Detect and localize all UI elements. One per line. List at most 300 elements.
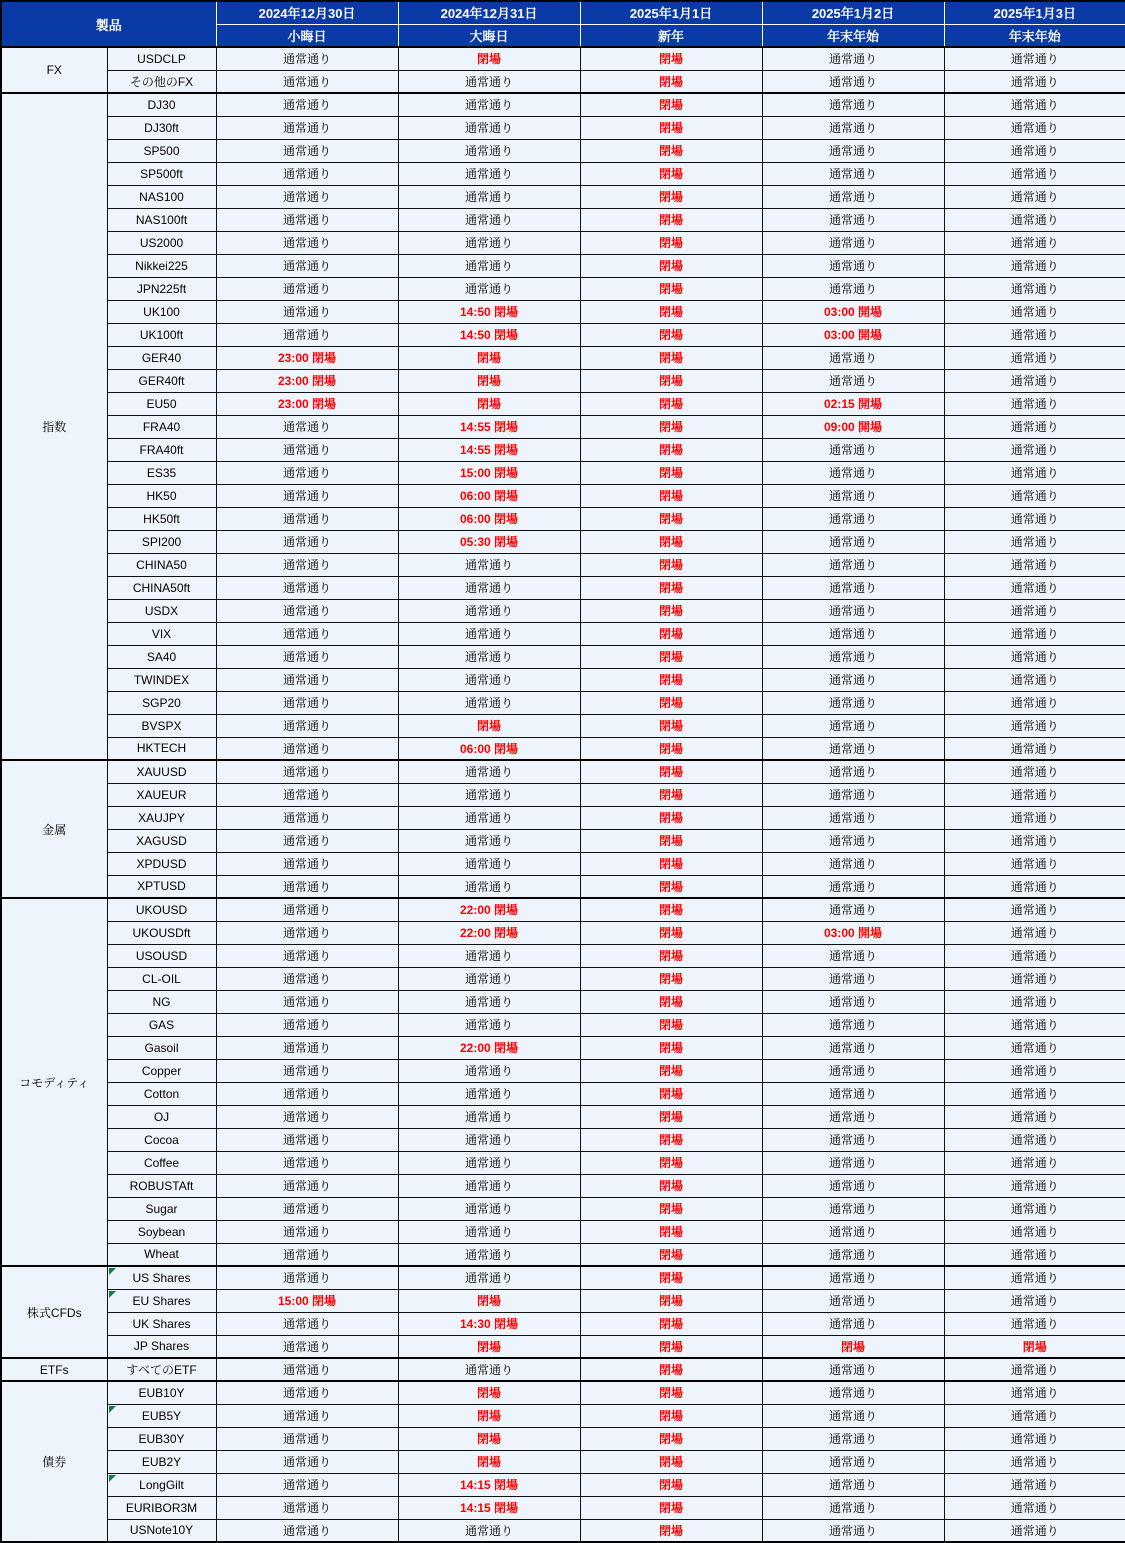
table-row — [1, 1128, 1125, 1151]
product-cell: JP Shares — [107, 1335, 216, 1358]
status-cell: 通常通り — [944, 1013, 1125, 1036]
status-cell: 通常通り — [944, 1220, 1125, 1243]
status-cell: 通常通り — [398, 185, 580, 208]
status-cell: 通常通り — [216, 1335, 398, 1358]
status-cell: 閉場 — [580, 47, 762, 70]
status-cell: 通常通り — [762, 484, 944, 507]
product-cell: EU Shares — [107, 1289, 216, 1312]
status-cell: 閉場 — [580, 921, 762, 944]
product-cell: NAS100ft — [107, 208, 216, 231]
status-cell: 通常通り — [762, 1404, 944, 1427]
status-cell: 通常通り — [944, 323, 1125, 346]
status-cell: 通常通り — [762, 1473, 944, 1496]
product-cell: LongGilt — [107, 1473, 216, 1496]
table-row — [1, 599, 1125, 622]
product-cell: USOUSD — [107, 944, 216, 967]
table-row — [1, 461, 1125, 484]
header-daylabel-cell: 小晦日 — [216, 24, 398, 47]
product-cell: Soybean — [107, 1220, 216, 1243]
product-cell: Copper — [107, 1059, 216, 1082]
category-cell: FX — [1, 47, 107, 93]
product-cell: GER40ft — [107, 369, 216, 392]
status-cell: 閉場 — [944, 1335, 1125, 1358]
product-cell: TWINDEX — [107, 668, 216, 691]
status-cell: 通常通り — [944, 254, 1125, 277]
status-cell: 通常通り — [216, 645, 398, 668]
status-cell: 通常通り — [944, 990, 1125, 1013]
status-cell: 閉場 — [580, 691, 762, 714]
status-cell: 通常通り — [944, 668, 1125, 691]
status-cell: 通常通り — [216, 1151, 398, 1174]
status-cell: 通常通り — [944, 714, 1125, 737]
header-date-cell: 2025年1月1日 — [580, 1, 762, 24]
status-cell: 閉場 — [580, 277, 762, 300]
status-cell: 通常通り — [398, 116, 580, 139]
status-cell: 閉場 — [580, 1450, 762, 1473]
table-row — [1, 530, 1125, 553]
status-cell: 通常通り — [762, 47, 944, 70]
status-cell: 通常通り — [762, 668, 944, 691]
status-cell: 通常通り — [216, 1450, 398, 1473]
status-cell: 閉場 — [580, 668, 762, 691]
status-cell: 通常通り — [216, 576, 398, 599]
table-row — [1, 1174, 1125, 1197]
status-cell: 閉場 — [398, 392, 580, 415]
table-row — [1, 231, 1125, 254]
status-cell: 閉場 — [580, 323, 762, 346]
category-cell: 債券 — [1, 1381, 107, 1542]
status-cell: 通常通り — [216, 1082, 398, 1105]
status-cell: 閉場 — [398, 1450, 580, 1473]
status-cell: 閉場 — [762, 1335, 944, 1358]
status-cell: 通常通り — [944, 875, 1125, 898]
status-cell: 通常通り — [762, 1381, 944, 1404]
status-cell: 閉場 — [580, 392, 762, 415]
status-cell: 通常通り — [944, 921, 1125, 944]
status-cell: 通常通り — [762, 1105, 944, 1128]
status-cell: 通常通り — [944, 139, 1125, 162]
table-row — [1, 645, 1125, 668]
product-cell: ES35 — [107, 461, 216, 484]
status-cell: 通常通り — [216, 1427, 398, 1450]
status-cell: 通常通り — [762, 1197, 944, 1220]
product-cell: SPI200 — [107, 530, 216, 553]
status-cell: 22:00 閉場 — [398, 898, 580, 921]
status-cell: 閉場 — [580, 1335, 762, 1358]
product-cell: Cocoa — [107, 1128, 216, 1151]
table-row — [1, 1335, 1125, 1358]
product-cell: UK Shares — [107, 1312, 216, 1335]
product-cell: EUB30Y — [107, 1427, 216, 1450]
product-cell: BVSPX — [107, 714, 216, 737]
status-cell: 閉場 — [580, 93, 762, 116]
table-body — [1, 47, 1125, 1542]
status-cell: 通常通り — [216, 438, 398, 461]
status-cell: 閉場 — [580, 783, 762, 806]
table-row — [1, 1013, 1125, 1036]
table-row — [1, 921, 1125, 944]
status-cell: 通常通り — [216, 70, 398, 93]
product-cell: NG — [107, 990, 216, 1013]
table-row — [1, 1381, 1125, 1404]
status-cell: 通常通り — [944, 1381, 1125, 1404]
status-cell: 05:30 閉場 — [398, 530, 580, 553]
status-cell: 通常通り — [216, 47, 398, 70]
status-cell: 通常通り — [398, 668, 580, 691]
status-cell: 通常通り — [762, 714, 944, 737]
product-cell: FRA40 — [107, 415, 216, 438]
status-cell: 閉場 — [580, 1358, 762, 1381]
status-cell: 通常通り — [398, 599, 580, 622]
category-cell: ETFs — [1, 1358, 107, 1381]
status-cell: 閉場 — [580, 461, 762, 484]
status-cell: 通常通り — [216, 783, 398, 806]
status-cell: 通常通り — [944, 1450, 1125, 1473]
status-cell: 通常通り — [398, 990, 580, 1013]
status-cell: 通常通り — [216, 622, 398, 645]
status-cell: 閉場 — [580, 1220, 762, 1243]
table-row — [1, 1266, 1125, 1289]
status-cell: 閉場 — [580, 231, 762, 254]
status-cell: 通常通り — [762, 967, 944, 990]
comment-marker-icon — [109, 1268, 116, 1275]
status-cell: 通常通り — [762, 507, 944, 530]
status-cell: 閉場 — [580, 737, 762, 760]
product-cell: SP500 — [107, 139, 216, 162]
status-cell: 閉場 — [580, 1036, 762, 1059]
status-cell: 閉場 — [580, 1151, 762, 1174]
status-cell: 通常通り — [944, 484, 1125, 507]
status-cell: 通常通り — [216, 530, 398, 553]
status-cell: 通常通り — [216, 139, 398, 162]
status-cell: 通常通り — [944, 576, 1125, 599]
status-cell: 通常通り — [762, 1312, 944, 1335]
status-cell: 通常通り — [216, 714, 398, 737]
status-cell: 通常通り — [944, 93, 1125, 116]
product-cell: HKTECH — [107, 737, 216, 760]
status-cell: 通常通り — [398, 944, 580, 967]
status-cell: 閉場 — [580, 1082, 762, 1105]
status-cell: 通常通り — [216, 1266, 398, 1289]
table-row — [1, 1036, 1125, 1059]
status-cell: 通常通り — [944, 70, 1125, 93]
table-row — [1, 944, 1125, 967]
status-cell: 通常通り — [216, 1312, 398, 1335]
status-cell: 通常通り — [944, 231, 1125, 254]
product-cell: EUB5Y — [107, 1404, 216, 1427]
status-cell: 通常通り — [944, 116, 1125, 139]
status-cell: 通常通り — [944, 1036, 1125, 1059]
status-cell: 通常通り — [762, 760, 944, 783]
table-row — [1, 852, 1125, 875]
table-row — [1, 1082, 1125, 1105]
product-cell: GAS — [107, 1013, 216, 1036]
status-cell: 通常通り — [398, 1151, 580, 1174]
table-row — [1, 484, 1125, 507]
status-cell: 通常通り — [216, 185, 398, 208]
status-cell: 閉場 — [580, 622, 762, 645]
status-cell: 15:00 閉場 — [398, 461, 580, 484]
product-cell: EU50 — [107, 392, 216, 415]
status-cell: 通常通り — [944, 415, 1125, 438]
product-cell: Nikkei225 — [107, 254, 216, 277]
product-cell: Coffee — [107, 1151, 216, 1174]
status-cell: 03:00 開場 — [762, 921, 944, 944]
status-cell: 通常通り — [216, 668, 398, 691]
status-cell: 通常通り — [398, 1013, 580, 1036]
status-cell: 通常通り — [944, 346, 1125, 369]
status-cell: 閉場 — [580, 1266, 762, 1289]
status-cell: 閉場 — [580, 116, 762, 139]
status-cell: 閉場 — [580, 1427, 762, 1450]
status-cell: 閉場 — [580, 415, 762, 438]
status-cell: 通常通り — [398, 208, 580, 231]
table-row — [1, 990, 1125, 1013]
status-cell: 通常通り — [398, 576, 580, 599]
status-cell: 通常通り — [762, 1450, 944, 1473]
status-cell: 通常通り — [944, 737, 1125, 760]
status-cell: 閉場 — [580, 208, 762, 231]
status-cell: 閉場 — [580, 645, 762, 668]
status-cell: 通常通り — [762, 875, 944, 898]
status-cell: 通常通り — [216, 1105, 398, 1128]
status-cell: 通常通り — [762, 622, 944, 645]
status-cell: 閉場 — [580, 1473, 762, 1496]
product-cell: その他のFX — [107, 70, 216, 93]
table-row — [1, 967, 1125, 990]
status-cell: 通常通り — [216, 93, 398, 116]
status-cell: 通常通り — [216, 1036, 398, 1059]
status-cell: 通常通り — [762, 346, 944, 369]
product-cell: Cotton — [107, 1082, 216, 1105]
status-cell: 通常通り — [216, 254, 398, 277]
status-cell: 通常通り — [762, 530, 944, 553]
status-cell: 通常通り — [398, 1220, 580, 1243]
status-cell: 通常通り — [216, 1496, 398, 1519]
table-row — [1, 1519, 1125, 1542]
status-cell: 通常通り — [944, 1358, 1125, 1381]
table-row — [1, 668, 1125, 691]
status-cell: 通常通り — [762, 1427, 944, 1450]
status-cell: 閉場 — [580, 185, 762, 208]
status-cell: 通常通り — [944, 530, 1125, 553]
table-row — [1, 1220, 1125, 1243]
status-cell: 閉場 — [580, 70, 762, 93]
status-cell: 閉場 — [580, 369, 762, 392]
table-row — [1, 1197, 1125, 1220]
status-cell: 14:55 閉場 — [398, 415, 580, 438]
table-row — [1, 1243, 1125, 1266]
table-row — [1, 898, 1125, 921]
status-cell: 通常通り — [216, 1519, 398, 1542]
table-row — [1, 760, 1125, 783]
status-cell: 通常通り — [216, 162, 398, 185]
product-cell: HK50ft — [107, 507, 216, 530]
status-cell: 通常通り — [216, 1243, 398, 1266]
status-cell: 通常通り — [216, 921, 398, 944]
product-cell: EURIBOR3M — [107, 1496, 216, 1519]
status-cell: 15:00 閉場 — [216, 1289, 398, 1312]
status-cell: 通常通り — [944, 1289, 1125, 1312]
status-cell: 通常通り — [216, 415, 398, 438]
header-date-cell: 2025年1月2日 — [762, 1, 944, 24]
table-row — [1, 576, 1125, 599]
status-cell: 通常通り — [398, 1243, 580, 1266]
status-cell: 通常通り — [762, 1289, 944, 1312]
status-cell: 14:15 閉場 — [398, 1496, 580, 1519]
table-row — [1, 70, 1125, 93]
status-cell: 通常通り — [762, 162, 944, 185]
header-daylabel-cell: 年末年始 — [944, 24, 1125, 47]
status-cell: 通常通り — [216, 944, 398, 967]
status-cell: 通常通り — [398, 645, 580, 668]
status-cell: 09:00 開場 — [762, 415, 944, 438]
status-cell: 通常通り — [944, 369, 1125, 392]
status-cell: 通常通り — [216, 1059, 398, 1082]
status-cell: 通常通り — [762, 599, 944, 622]
status-cell: 閉場 — [580, 1312, 762, 1335]
status-cell: 閉場 — [580, 829, 762, 852]
status-cell: 閉場 — [580, 254, 762, 277]
status-cell: 通常通り — [944, 898, 1125, 921]
status-cell: 02:15 開場 — [762, 392, 944, 415]
status-cell: 通常通り — [762, 1151, 944, 1174]
status-cell: 通常通り — [216, 898, 398, 921]
status-cell: 通常通り — [398, 70, 580, 93]
status-cell: 通常通り — [762, 944, 944, 967]
product-cell: SP500ft — [107, 162, 216, 185]
status-cell: 通常通り — [762, 691, 944, 714]
header-date-cell: 2024年12月30日 — [216, 1, 398, 24]
status-cell: 通常通り — [762, 70, 944, 93]
table-row — [1, 806, 1125, 829]
table-row — [1, 1450, 1125, 1473]
status-cell: 通常通り — [944, 1243, 1125, 1266]
table-row — [1, 829, 1125, 852]
table-row — [1, 162, 1125, 185]
status-cell: 通常通り — [944, 760, 1125, 783]
status-cell: 通常通り — [944, 783, 1125, 806]
status-cell: 通常通り — [398, 1174, 580, 1197]
status-cell: 通常通り — [944, 1496, 1125, 1519]
status-cell: 通常通り — [216, 1197, 398, 1220]
status-cell: 通常通り — [398, 829, 580, 852]
table-header — [1, 1, 1125, 47]
table-row — [1, 1059, 1125, 1082]
table-row — [1, 1358, 1125, 1381]
status-cell: 通常通り — [216, 323, 398, 346]
product-cell: DJ30ft — [107, 116, 216, 139]
table-row — [1, 1496, 1125, 1519]
status-cell: 通常通り — [762, 1358, 944, 1381]
status-cell: 通常通り — [216, 277, 398, 300]
status-cell: 閉場 — [398, 714, 580, 737]
status-cell: 通常通り — [762, 990, 944, 1013]
table-row — [1, 622, 1125, 645]
status-cell: 通常通り — [944, 208, 1125, 231]
status-cell: 閉場 — [580, 1519, 762, 1542]
status-cell: 閉場 — [580, 553, 762, 576]
status-cell: 通常通り — [762, 852, 944, 875]
status-cell: 通常通り — [762, 254, 944, 277]
status-cell: 閉場 — [580, 967, 762, 990]
status-cell: 通常通り — [944, 277, 1125, 300]
table-row — [1, 93, 1125, 116]
status-cell: 閉場 — [580, 714, 762, 737]
status-cell: 閉場 — [580, 1289, 762, 1312]
status-cell: 通常通り — [398, 1197, 580, 1220]
status-cell: 閉場 — [398, 1289, 580, 1312]
status-cell: 通常通り — [216, 1128, 398, 1151]
status-cell: 閉場 — [580, 346, 762, 369]
product-cell: CL-OIL — [107, 967, 216, 990]
status-cell: 通常通り — [216, 1381, 398, 1404]
product-cell: DJ30 — [107, 93, 216, 116]
status-cell: 通常通り — [944, 162, 1125, 185]
status-cell: 06:00 閉場 — [398, 484, 580, 507]
status-cell: 通常通り — [762, 1243, 944, 1266]
status-cell: 通常通り — [944, 1312, 1125, 1335]
status-cell: 通常通り — [944, 553, 1125, 576]
category-cell: 指数 — [1, 93, 107, 760]
product-cell: USNote10Y — [107, 1519, 216, 1542]
product-cell: SA40 — [107, 645, 216, 668]
product-cell: UK100ft — [107, 323, 216, 346]
status-cell: 通常通り — [944, 1427, 1125, 1450]
status-cell: 閉場 — [398, 1404, 580, 1427]
status-cell: 閉場 — [580, 162, 762, 185]
status-cell: 通常通り — [398, 93, 580, 116]
status-cell: 閉場 — [580, 139, 762, 162]
status-cell: 通常通り — [762, 1266, 944, 1289]
product-cell: JPN225ft — [107, 277, 216, 300]
status-cell: 閉場 — [580, 300, 762, 323]
product-cell: XAUUSD — [107, 760, 216, 783]
status-cell: 通常通り — [944, 185, 1125, 208]
status-cell: 通常通り — [944, 852, 1125, 875]
table-row — [1, 507, 1125, 530]
status-cell: 通常通り — [762, 1174, 944, 1197]
status-cell: 閉場 — [580, 1496, 762, 1519]
status-cell: 通常通り — [944, 1174, 1125, 1197]
status-cell: 通常通り — [944, 507, 1125, 530]
status-cell: 通常通り — [762, 576, 944, 599]
status-cell: 閉場 — [398, 369, 580, 392]
status-cell: 通常通り — [398, 139, 580, 162]
product-cell: ROBUSTAft — [107, 1174, 216, 1197]
status-cell: 通常通り — [398, 162, 580, 185]
status-cell: 通常通り — [398, 254, 580, 277]
product-cell: CHINA50ft — [107, 576, 216, 599]
table-row — [1, 691, 1125, 714]
table-row — [1, 415, 1125, 438]
status-cell: 通常通り — [398, 1059, 580, 1082]
table-row — [1, 323, 1125, 346]
status-cell: 閉場 — [580, 1243, 762, 1266]
product-cell: USDCLP — [107, 47, 216, 70]
status-cell: 通常通り — [216, 875, 398, 898]
status-cell: 通常通り — [762, 1013, 944, 1036]
status-cell: 通常通り — [398, 1128, 580, 1151]
status-cell: 通常通り — [762, 1059, 944, 1082]
table-row — [1, 875, 1125, 898]
status-cell: 03:00 開場 — [762, 300, 944, 323]
status-cell: 通常通り — [762, 1220, 944, 1243]
product-cell: Gasoil — [107, 1036, 216, 1059]
comment-marker-icon — [109, 1406, 116, 1413]
table-row — [1, 1473, 1125, 1496]
header-daylabel-cell: 大晦日 — [398, 24, 580, 47]
